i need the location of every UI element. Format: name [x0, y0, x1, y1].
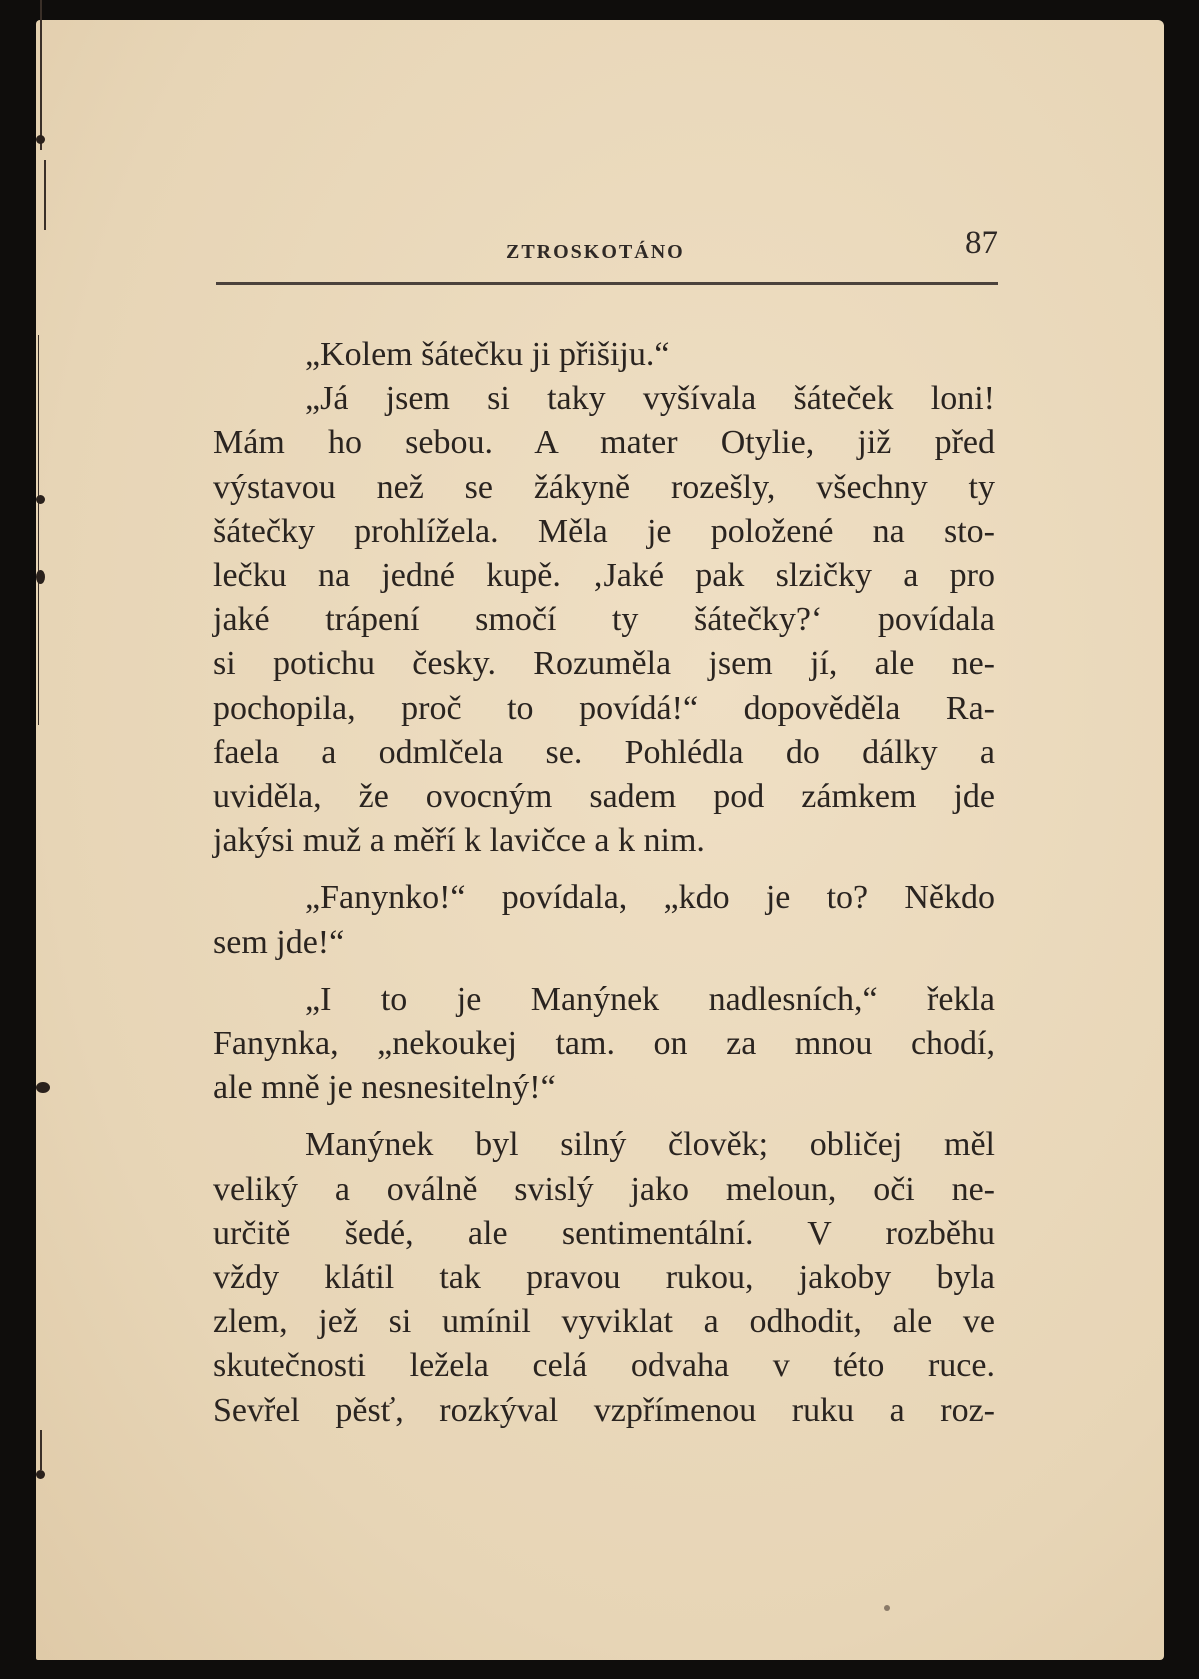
text-line: výstavou než se žákyně rozešly, všechny ty — [213, 468, 995, 506]
paper-speck — [884, 1605, 890, 1611]
text-line: faela a odmlčela se. Pohlédla do dálky a — [213, 733, 995, 771]
running-title: ZTROSKOTÁNO — [506, 241, 685, 263]
text-line: si potichu česky. Rozuměla jsem jí, ale ne- — [213, 645, 995, 683]
gutter-mark — [36, 1082, 50, 1093]
text-line: „Kolem šátečku ji přišiju.“ — [305, 336, 670, 373]
text-line: vždy klátil tak pravou rukou, jakoby byla — [213, 1259, 995, 1297]
page-number: 87 — [965, 225, 998, 261]
gutter-mark — [36, 1470, 45, 1479]
text-line: jakýsi muž a měří k lavičce a k nim. — [213, 822, 705, 860]
text-line: jaké trápení smočí ty šátečky?‘ povídala — [213, 601, 995, 639]
gutter-line — [44, 160, 46, 230]
gutter-mark — [36, 135, 45, 144]
text-line: „I to je Manýnek nadlesních,“ řekla — [305, 980, 995, 1018]
text-line: ale mně je nesnesitelný!“ — [213, 1069, 556, 1107]
text-line: Mám ho sebou. A mater Otylie, již před — [213, 424, 995, 462]
text-line: pochopila, proč to povídá!“ dopověděla Ra- — [213, 689, 995, 727]
gutter-mark — [36, 570, 45, 584]
header-rule — [216, 282, 998, 285]
text-line: skutečnosti ležela celá odvaha v této ruce. — [213, 1347, 995, 1385]
text-line: Sevřel pěsť, rozkýval vzpřímenou ruku a roz- — [213, 1391, 995, 1429]
text-line: šátečky prohlížela. Měla je položené na sto- — [213, 512, 995, 550]
text-line: zlem, jež si umínil vyviklat a odhodit, ale ve — [213, 1303, 995, 1341]
text-line: veliký a oválně svislý jako meloun, oči ne- — [213, 1170, 995, 1208]
text-line: „Já jsem si taky vyšívala šáteček loni! — [305, 380, 995, 418]
text-line: uviděla, že ovocným sadem pod zámkem jde — [213, 778, 995, 816]
text-line: určitě šedé, ale sentimentální. V rozběhu — [213, 1214, 995, 1252]
gutter-line — [40, 1430, 42, 1470]
gutter-line — [38, 335, 39, 725]
text-line: Manýnek byl silný člověk; obličej měl — [305, 1126, 995, 1164]
gutter-mark — [36, 495, 45, 504]
text-line: lečku na jedné kupě. ‚Jaké pak slzičky a pro — [213, 557, 995, 595]
body-text — [213, 333, 995, 1433]
page-header — [216, 225, 998, 275]
gutter-line — [40, 0, 42, 150]
text-line: Fanynka, „nekoukej tam. on za mnou chodí, — [213, 1025, 995, 1063]
text-line: „Fanynko!“ povídala, „kdo je to? Někdo — [305, 879, 995, 917]
text-line: sem jde!“ — [213, 923, 345, 961]
